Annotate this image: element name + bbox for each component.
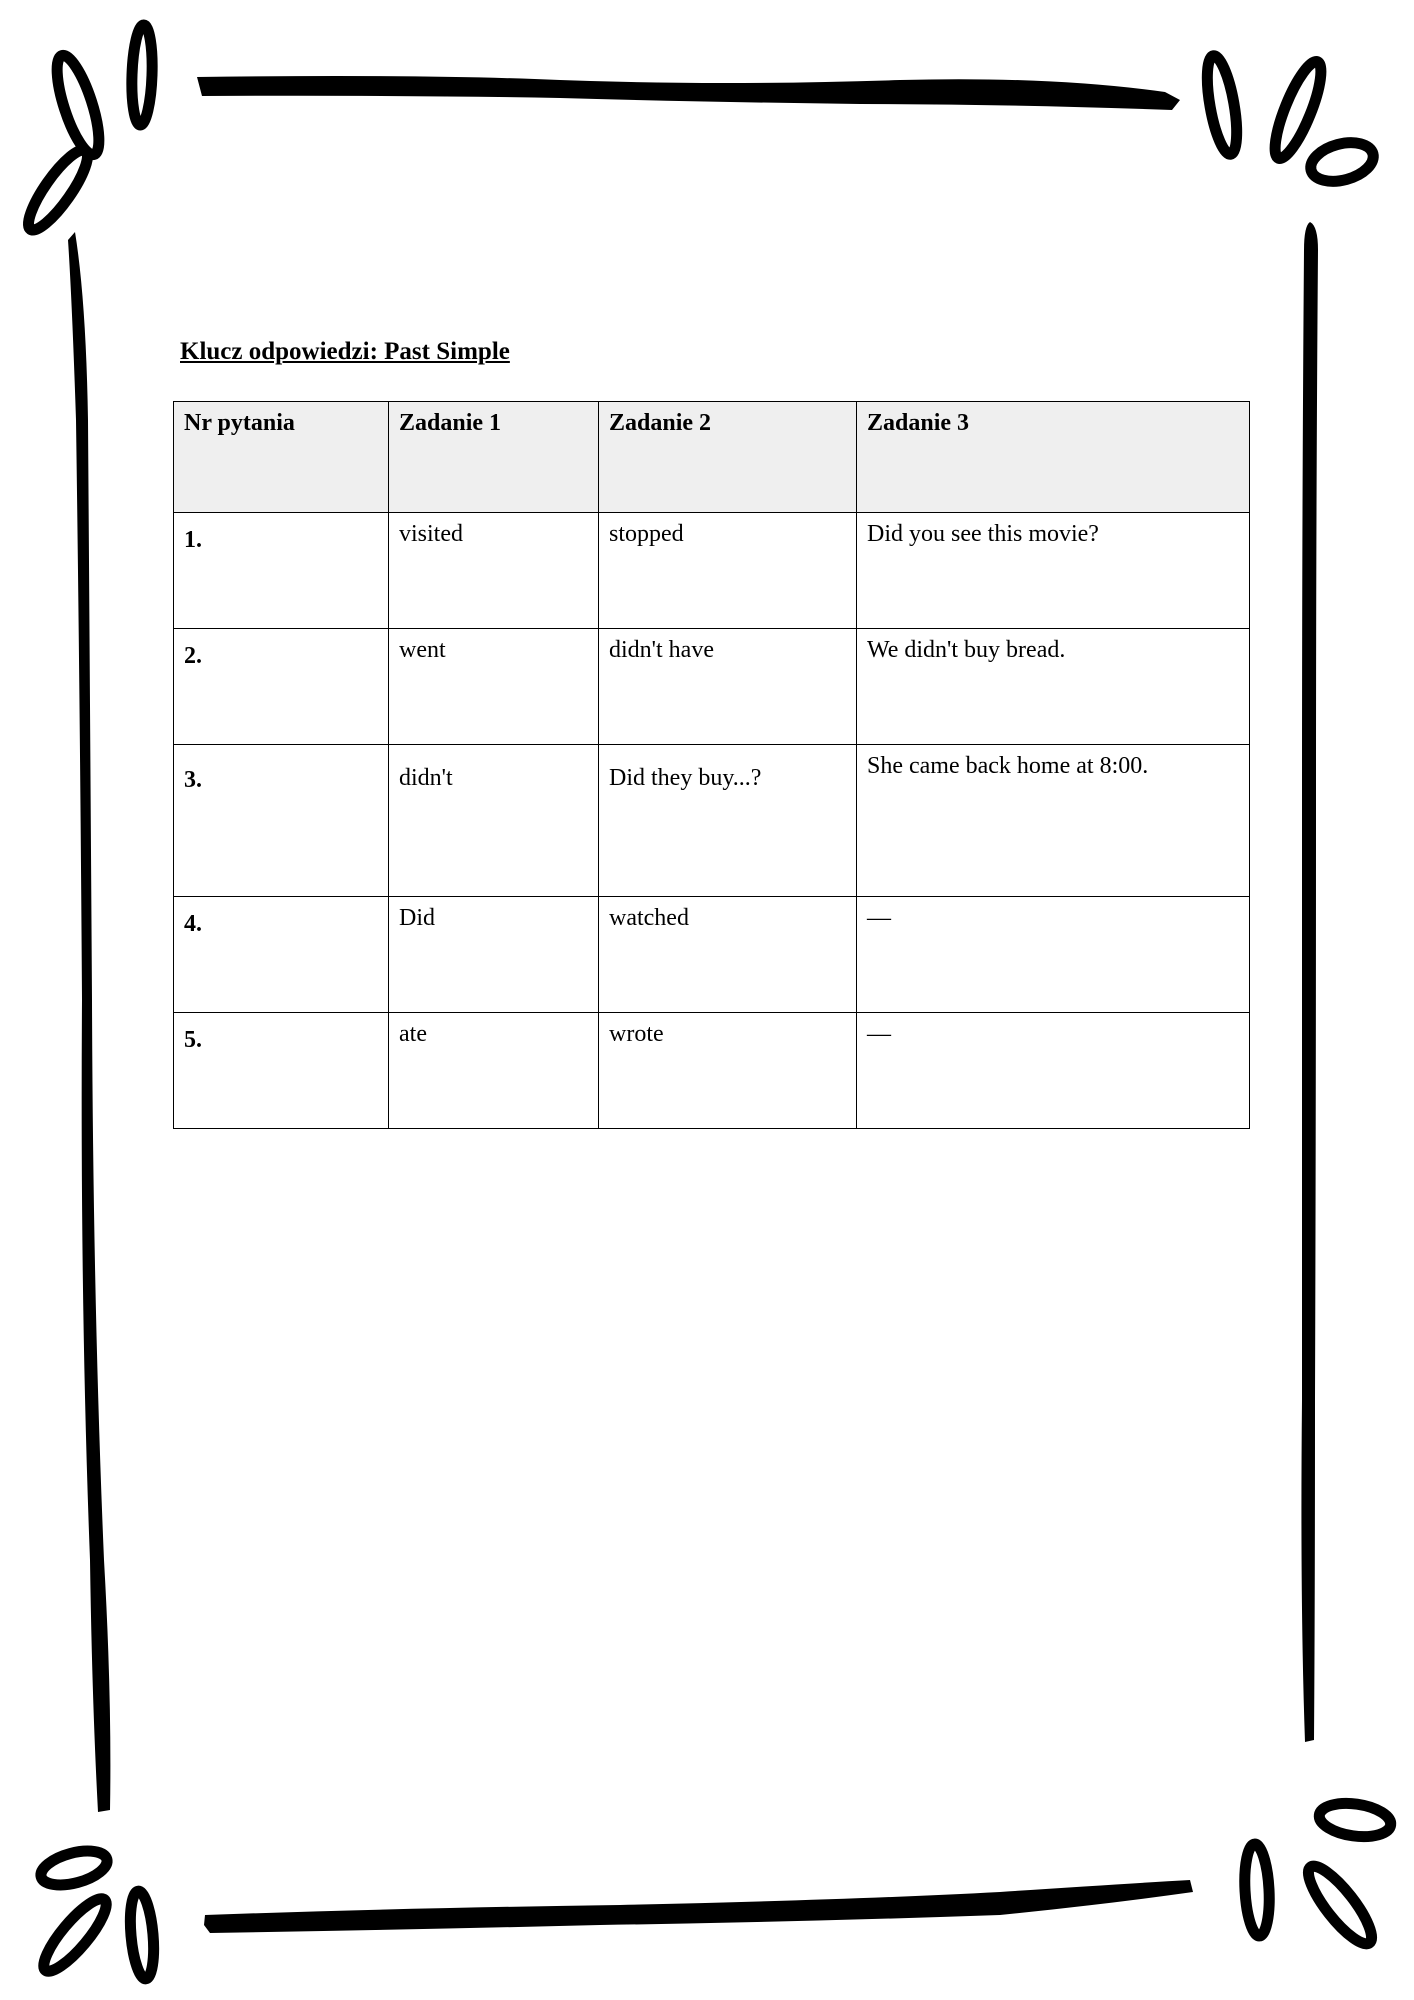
- task-2-answer: didn't have: [599, 629, 857, 745]
- table-row: [174, 897, 1250, 1013]
- leaf-icon: [1201, 54, 1242, 157]
- task-2-answer: watched: [599, 897, 857, 1013]
- task-3-answer: —: [857, 897, 1250, 1013]
- question-number: 1.: [174, 513, 389, 629]
- task-1-answer: went: [389, 629, 599, 745]
- question-number: 3.: [174, 745, 389, 897]
- question-number: 5.: [174, 1013, 389, 1129]
- leaf-icon: [1243, 1843, 1272, 1936]
- task-3-answer: She came back home at 8:00.: [857, 745, 1250, 897]
- task-1-answer: didn't: [389, 745, 599, 897]
- leaf-icon: [1306, 136, 1377, 187]
- question-number: 4.: [174, 897, 389, 1013]
- header-task-3: Zadanie 3: [857, 402, 1250, 513]
- task-1-answer: visited: [389, 513, 599, 629]
- task-1-answer: Did: [389, 897, 599, 1013]
- page-title: Klucz odpowiedzi: Past Simple: [180, 338, 510, 365]
- leaf-icon: [20, 143, 96, 237]
- table-header-row: [174, 402, 1250, 513]
- leaf-icon: [49, 51, 108, 159]
- task-3-answer: —: [857, 1013, 1250, 1129]
- table-row: [174, 629, 1250, 745]
- task-3-answer: Did you see this movie?: [857, 513, 1250, 629]
- leaf-icon: [1299, 1859, 1380, 1952]
- leaf-icon: [1317, 1799, 1393, 1841]
- header-question-number: Nr pytania: [174, 402, 389, 513]
- border-left-line: [68, 232, 110, 1812]
- leaf-icon: [37, 1845, 110, 1892]
- header-task-1: Zadanie 1: [389, 402, 599, 513]
- answer-key-table: [173, 401, 1250, 1129]
- border-top-line: [197, 76, 1180, 110]
- task-2-answer: wrote: [599, 1013, 857, 1129]
- border-right-line: [1301, 222, 1318, 1742]
- table-row: [174, 745, 1250, 897]
- task-3-answer: We didn't buy bread.: [857, 629, 1250, 745]
- table-row: [174, 513, 1250, 629]
- border-bottom-line: [204, 1880, 1193, 1933]
- leaf-icon: [127, 1890, 157, 1980]
- table-row: [174, 1013, 1250, 1129]
- task-2-answer: stopped: [599, 513, 857, 629]
- leaf-icon: [35, 1891, 114, 1978]
- question-number: 2.: [174, 629, 389, 745]
- task-2-answer: Did they buy...?: [599, 745, 857, 897]
- header-task-2: Zadanie 2: [599, 402, 857, 513]
- task-1-answer: ate: [389, 1013, 599, 1129]
- leaf-icon: [130, 25, 153, 126]
